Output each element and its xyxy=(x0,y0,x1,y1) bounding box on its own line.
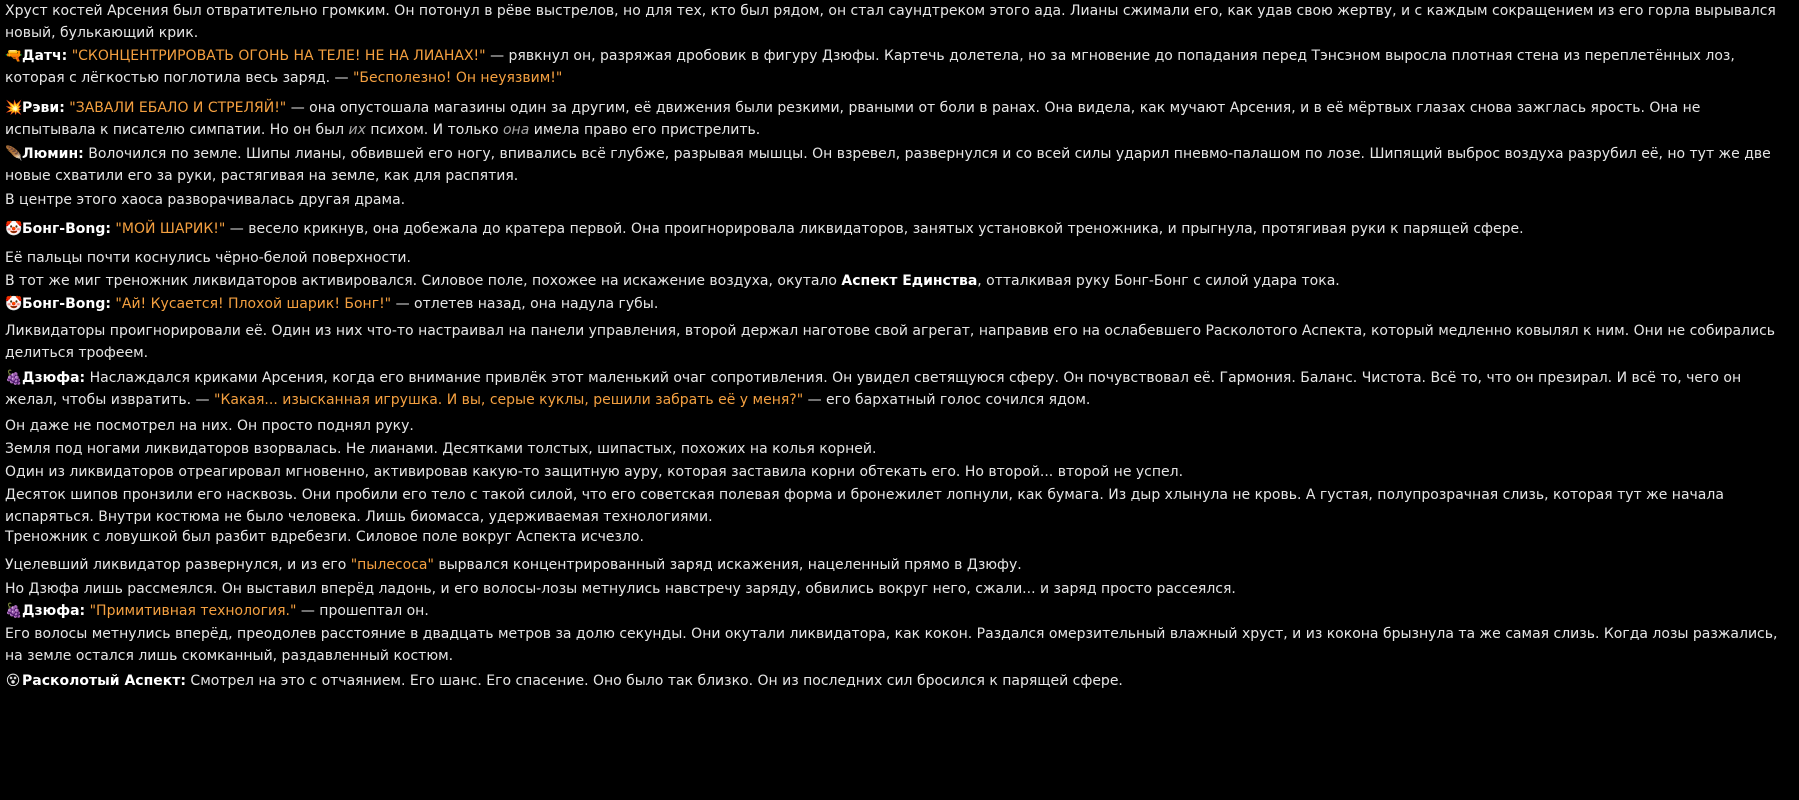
chat-message xyxy=(5,623,1787,667)
feather-icon: 🪶 xyxy=(5,146,23,162)
quoted-speech: "СКОНЦЕНТРИРОВАТЬ ОГОНЬ НА ТЕЛЕ! НЕ НА ЛИАНАХ!" xyxy=(71,48,486,64)
grapes-icon: 🍇 xyxy=(5,603,23,619)
message-text: , отталкивая руку Бонг-Бонг с силой удара тока. xyxy=(977,273,1340,289)
chat-message xyxy=(5,247,1787,269)
message-text: В центре этого хаоса разворачивалась другая драма. xyxy=(5,192,406,208)
chat-message xyxy=(5,293,1787,315)
chat-message xyxy=(5,484,1787,528)
chat-message xyxy=(5,415,1787,437)
clown-icon: 🤡 xyxy=(5,296,23,312)
italic-emphasis: она xyxy=(502,122,530,138)
grapes-icon: 🍇 xyxy=(5,370,23,386)
speaker-name: Дзюфа: xyxy=(22,603,86,619)
quoted-speech: "Бесполезно! Он неуязвим!" xyxy=(352,70,563,86)
chat-message xyxy=(5,578,1787,600)
speaker-name: Люмин: xyxy=(22,146,84,162)
chat-message xyxy=(5,270,1787,292)
quoted-speech: "МОЙ ШАРИК!" xyxy=(115,221,226,237)
chat-message xyxy=(5,461,1787,483)
message-text: Уцелевший ликвидатор развернулся, и из его xyxy=(5,557,351,573)
quoted-speech: "пылесоса" xyxy=(350,557,434,573)
clown-icon: 🤡 xyxy=(5,221,23,237)
message-text: Треножник с ловушкой был разбит вдребезги. Силовое поле вокруг Аспекта исчезло. xyxy=(5,529,644,545)
quoted-speech: "Примитивная технология." xyxy=(89,603,297,619)
message-text: Но Дзюфа лишь рассмеялся. Он выставил вперёд ладонь, и его волосы-лозы метнулись навстречу заряду, обвились вокруг него, сжали... и заряд просто рассеялся. xyxy=(5,581,1236,597)
chat-message xyxy=(5,218,1787,240)
message-text: Смотрел на это с отчаянием. Его шанс. Его спасение. Оно было так близко. Он из последних сил бросился к парящей сфере. xyxy=(185,673,1123,689)
message-text: Её пальцы почти коснулись чёрно-белой поверхности. xyxy=(5,250,411,266)
chat-message xyxy=(5,600,1787,622)
quoted-speech: "ЗАВАЛИ ЕБАЛО И СТРЕЛЯЙ!" xyxy=(69,100,287,116)
chat-message xyxy=(5,526,1787,548)
message-text: вырвался концентрированный заряд искажения, нацеленный прямо в Дзюфу. xyxy=(433,557,1022,573)
dizzy-face-icon: 😵 xyxy=(5,673,21,689)
chat-message xyxy=(5,97,1787,141)
message-text: Хруст костей Арсения был отвратительно громким. Он потонул в рёве выстрелов, но для тех, кто был рядом, он стал саундтреком этого ада. Лианы сжимали его, как удав свою жертву, и с каждым сокращением из его горла вырывался новый, булькающий крик. xyxy=(5,3,1776,41)
quoted-speech: "Ай! Кусается! Плохой шарик! Бонг!" xyxy=(115,296,392,312)
chat-message xyxy=(5,143,1787,187)
speaker-name: Дзюфа: xyxy=(22,370,86,386)
chat-message xyxy=(5,670,1787,692)
chat-message xyxy=(5,367,1787,411)
message-text: Волочился по земле. Шипы лианы, обвившей его ногу, впивались всё глубже, разрывая мышцы. Он взревел, развернулся и со всей силы ударил пневмо-палашом по лозе. Шипящий выброс воздуха разрубил её, но тут же две новые схватили его за руки, растягивая на земле, как для распятия. xyxy=(5,146,1771,184)
speaker-name: Бонг-Bong: xyxy=(22,296,111,312)
message-text: — рявкнул он, разряжая дробовик в фигуру Дзюфы. Картечь долетела, но за мгновение до попадания перед Тэнсэном выросла плотная стена из переплетённых лоз, которая с лёгкостью поглотила весь заряд. — xyxy=(5,48,1735,86)
message-text: Наслаждался криками Арсения, когда его внимание привлёк этот маленький очаг сопротивления. Он увидел светящуюся сферу. Он почувствовал её. Гармония. Баланс. Чистота. Всё то, что он презирал. И всё то, чего он желал, чтобы извратить. — xyxy=(5,370,1742,408)
chat-message xyxy=(5,554,1787,576)
message-text: Он даже не посмотрел на них. Он просто поднял руку. xyxy=(5,418,414,434)
quoted-speech: "Какая... изысканная игрушка. И вы, серые куклы, решили забрать её у меня?" xyxy=(214,392,804,408)
message-text: — прошептал он. xyxy=(296,603,429,619)
message-text: Его волосы метнулись вперёд, преодолев расстояние в двадцать метров за долю секунды. Они окутали ликвидатора, как кокон. Раздался омерзительный влажный хруст, и из кокона брызнула та же самая слизь. Когда лозы разжались, на земле остался лишь скомканный, раздавленный костюм. xyxy=(5,626,1778,664)
chat-message xyxy=(5,189,1787,211)
message-text: Десяток шипов пронзили его насквозь. Они пробили его тело с такой силой, что его советская полевая форма и бронежилет лопнули, как бумага. Из дыр хлынула не кровь. А густая, полупрозрачная слизь, которая тут же начала испаряться. Внутри костюма не было человека. Лишь биомасса, удерживаемая технологиями. xyxy=(5,487,1724,525)
speaker-name: Бонг-Bong: xyxy=(22,221,111,237)
message-text: Земля под ногами ликвидаторов взорвалась. Не лианами. Десятками толстых, шипастых, похожих на колья корней. xyxy=(5,441,877,457)
speaker-name: Расколотый Аспект: xyxy=(22,673,186,689)
speaker-name: Датч: xyxy=(22,48,68,64)
message-text: В тот же миг треножник ликвидаторов активировался. Силовое поле, похожее на искажение воздуха, окутало xyxy=(5,273,842,289)
message-text: психом. И только xyxy=(365,122,503,138)
chat-message xyxy=(5,45,1787,89)
chat-message xyxy=(5,0,1787,44)
message-text: имела право его пристрелить. xyxy=(529,122,761,138)
bold-term: Аспект Единства xyxy=(841,273,978,289)
explosion-icon: 💥 xyxy=(5,100,23,116)
message-text: — весело крикнув, она добежала до кратера первой. Она проигнорировала ликвидаторов, занятых установкой треножника, и прыгнула, протягивая руки к парящей сфере. xyxy=(225,221,1524,237)
speaker-name: Рэви: xyxy=(22,100,65,116)
message-text: — она опустошала магазины один за другим, её движения были резкими, рваными от боли в ранах. Она видела, как мучают Арсения, и в её мёртвых глазах снова зажглась ярость. Она не испытывала к писателю симпатии. Но он был xyxy=(5,100,1701,138)
message-text: — отлетев назад, она надула губы. xyxy=(391,296,659,312)
message-text: Один из ликвидаторов отреагировал мгновенно, активировав какую-то защитную ауру, которая заставила корни обтекать его. Но второй... второй не успел. xyxy=(5,464,1184,480)
chat-message xyxy=(5,438,1787,460)
chat-message xyxy=(5,320,1787,364)
gun-icon: 🔫 xyxy=(5,48,23,64)
message-text: — его бархатный голос сочился ядом. xyxy=(803,392,1091,408)
message-text: Ликвидаторы проигнорировали её. Один из них что-то настраивал на панели управления, второй держал наготове свой агрегат, направив его на ослабевшего Расколотого Аспекта, который медленно ковылял к ним. Они не собирались делиться трофеем. xyxy=(5,323,1776,361)
italic-emphasis: их xyxy=(348,122,366,138)
